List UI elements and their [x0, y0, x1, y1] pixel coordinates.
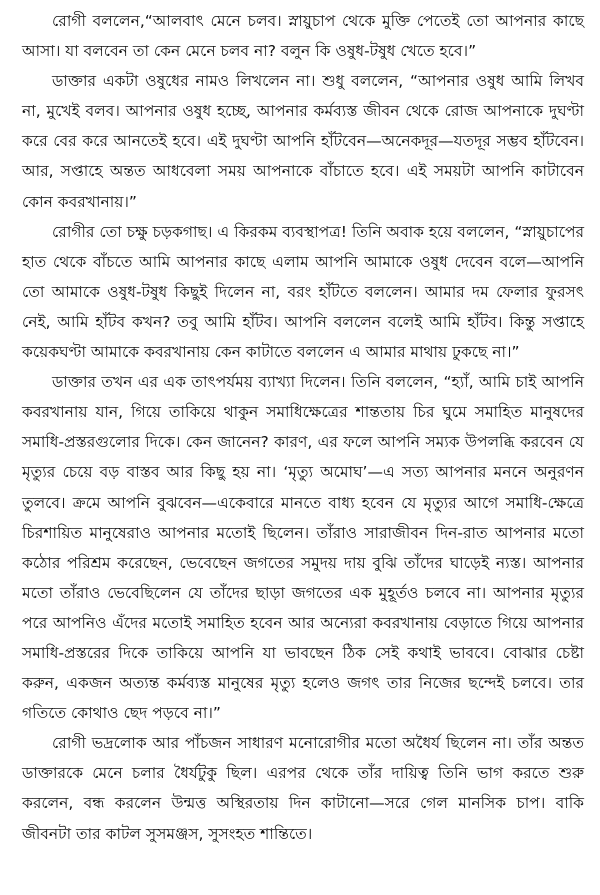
- paragraph-4: ডাক্তার তখন এর এক তাৎপর্যময় ব্যাখ্যা দিলেন। তিনি বললেন, “হ্যাঁ, আমি চাই আপনি কবরখানায় যান, গিয়ে তাকিয়ে থাকুন সমাধিক্ষেত্রের শান্ততায় চির ঘুমে সমাহিত মানুষদের সমাধি-প্রস্তরগুলোর দিকে। কেন জানেন? কারণ, এর ফলে আপনি সম্যক উপলব্ধি করবেন যে মৃত্যুর চেয়ে বড় বাস্তব আর কিছু হয় না। ‘মৃত্যু অমোঘ’—এ সত্য আপনার মননে অনুরণন তুলবে। ক্রমে আপনি বুঝবেন—একেবারে মানতে বাধ্য হবেন যে মৃত্যুর আগে সমাধি-ক্ষেত্রে চিরশায়িত মানুষেরাও আপনার মতোই ছিলেন। তাঁরাও সারাজীবন দিন-রাত আপনার মতো কঠোর পরিশ্রম করেছেন, ভেবেছেন জগতের সমুদয় দায় বুঝি তাঁদের ঘাড়েই ন্যস্ত। আপনার মতো তাঁরাও ভেবেছিলেন যে তাঁদের ছাড়া জগতের এক মুহূর্তও চলবে না। আপনার মৃত্যুর পরে আপনিও এঁদের মতোই সমাহিত হবেন আর অন্যেরা কবরখানায় বেড়াতে গিয়ে আপনার সমাধি-প্রস্তরের দিকে তাকিয়ে আপনি যা ভাবছেন ঠিক সেই কথাই ভাববে। বোঝার চেষ্টা করুন, একজন অত্যন্ত কর্মব্যস্ত মানুষের মৃত্যু হলেও জগৎ তার নিজের ছন্দেই চলবে। তার গতিতে কোথাও ছেদ পড়বে না।”: [22, 373, 584, 723]
- paragraph-3: রোগীর তো চক্ষু চড়কগাছ। এ কিরকম ব্যবস্থাপত্র! তিনি অবাক হয়ে বললেন, “স্নায়ুচাপের হাত থেকে বাঁচতে আমি আপনার কাছে এলাম আপনি আমাকে ওষুধ দেবেন বলে—আপনি তো আমাকে ওষুধ-টষুধ কিছুই দিলেন না, বরং হাঁটতে বললেন। আমার দম ফেলার ফুরসৎ নেই, আমি হাঁটব কখন? তবু আমি হাঁটব। আপনি বললেন বলেই আমি হাঁটব। কিন্তু সপ্তাহে কয়েকঘণ্টা আমাকে কবরখানায় কেন কাটাতে বললেন এ আমার মাথায় ঢুকছে না।”: [22, 222, 584, 362]
- paragraph-5: রোগী ভদ্রলোক আর পাঁচজন সাধারণ মনোরোগীর মতো অধৈর্য ছিলেন না। তাঁর অন্তত ডাক্তারকে মেনে চলার ধৈর্যটুকু ছিল। এরপর থেকে তাঁর দায়িত্ব তিনি ভাগ করতে শুরু করলেন, বন্ধ করলেন উন্মত্ত অস্থিরতায় দিন কাটানো—সরে গেল মানসিক চাপ। বাকি জীবনটা তার কাটল সুসমঞ্জস, সুসংহত শান্তিতে।: [22, 734, 584, 843]
- paragraph-2: ডাক্তার একটা ওষুধের নামও লিখলেন না। শুধু বললেন, “আপনার ওষুধ আমি লিখব না, মুখেই বলব। আপনার ওষুধ হচ্ছে, আপনার কর্মব্যস্ত জীবন থেকে রোজ আপনাকে দুঘণ্টা করে বের করে আনতেই হবে। এই দুঘণ্টা আপনি হাঁটবেন—অনেকদূর—যতদূর সম্ভব হাঁটবেন। আর, সপ্তাহে অন্তত আধবেলা সময় আপনাকে বাঁচাতে হবে। এই সময়টা আপনি কাটাবেন কোন কবরখানায়।”: [22, 72, 584, 211]
- paragraph-1: রোগী বললেন,“আলবাৎ মেনে চলব। স্নায়ুচাপ থেকে মুক্তি পেতেই তো আপনার কাছে আসা। যা বলবেন তা কেন মেনে চলব না? বলুন কি ওষুধ-টষুধ খেতে হবে।”: [22, 12, 584, 61]
